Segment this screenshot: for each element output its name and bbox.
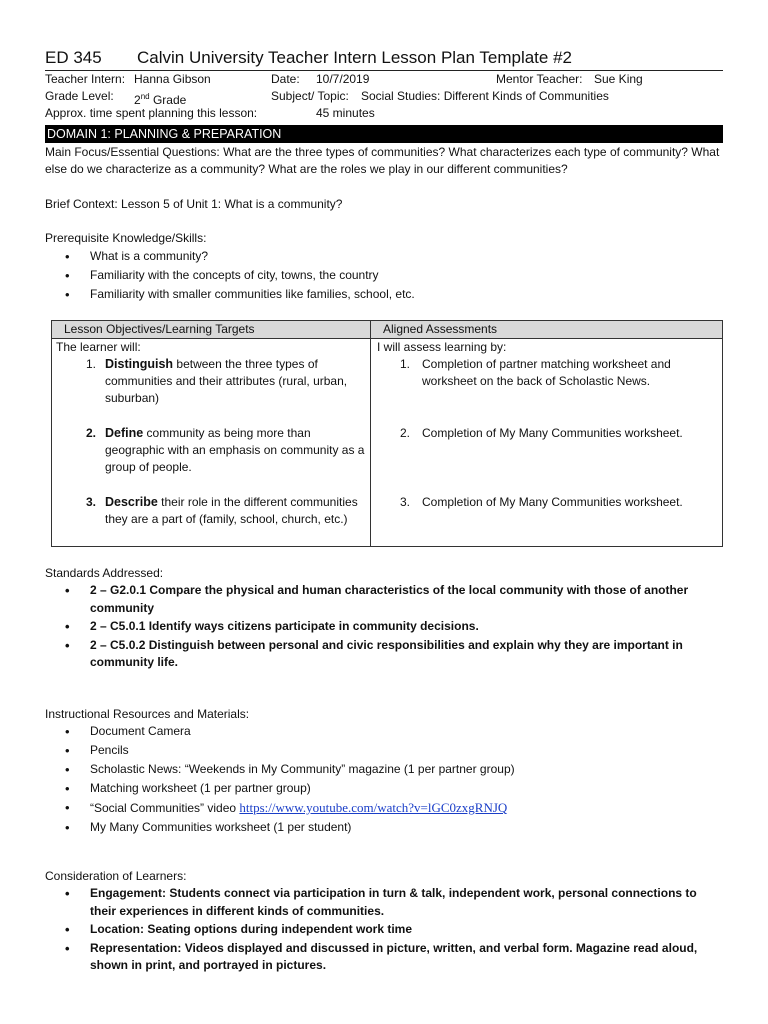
video-label: “Social Communities” video [90,801,240,815]
list-item: • Familiarity with smaller communities like families, school, etc. [45,285,723,304]
standards-heading: Standards Addressed: [45,566,164,580]
objectives-intro: The learner will: [56,340,141,354]
video-link[interactable]: https://www.youtube.com/watch?v=lGC0zxgRNJQ [239,800,508,815]
list-item: • Matching worksheet (1 per partner group) [45,779,723,798]
main-focus-label: Main Focus/Essential Questions [45,145,217,159]
assessment-text: Completion of partner matching worksheet and worksheet on the back of Scholastic News. [422,357,671,388]
course-code: ED 345 [45,48,102,67]
main-focus [45,144,723,178]
objective-verb: Distinguish [105,357,174,371]
list-item: • Document Camera [45,722,723,741]
prerequisite-heading [45,230,723,247]
grade-suffix: nd [140,92,150,101]
objective-number: 1. [86,357,97,371]
prerequisite-label: Prerequisite Knowledge/Skills [45,231,204,245]
domain-heading: DOMAIN 1: PLANNING & PREPARATION [45,125,723,143]
list-item: • What is a community? [45,247,723,266]
list-item [45,798,723,818]
list-item: • 2 – C5.0.2 Distinguish between personal and civic responsibilities and explain why they are important in community life. [45,637,695,672]
engagement-label: Engagement: [90,886,167,900]
list-item: • Scholastic News: “Weekends in My Community” magazine (1 per partner group) [45,760,723,779]
resources-heading: Instructional Resources and Materials: [45,707,250,721]
resources-list [45,722,723,837]
objective-text: between the three types of communities and their attributes (rural, urban, suburban) [105,357,348,405]
date-label: Date: [271,72,300,86]
learners-list [45,885,725,976]
list-item: • Pencils [45,741,723,760]
representation-text: Videos displayed and discussed in picture, written, and verbal form. Magazine read aloud, shown in print, and portrayed in pictures. [90,940,698,972]
title-divider [45,70,723,71]
brief-context-text: : Lesson 5 of Unit 1: What is a community? [114,197,343,211]
brief-context-label: Brief Context [45,197,115,211]
list-item [45,885,725,920]
prerequisite-colon: : [203,231,207,245]
objective-verb: Define [105,426,144,440]
objective-text: community as being more than geographic with an emphasis on community as a group of people. [105,426,365,474]
prerequisite-list [45,247,723,304]
planning-time-label: Approx. time spent planning this lesson: [45,106,258,120]
assessments-intro: I will assess learning by: [377,340,507,354]
location-label: Location: [90,922,144,936]
list-item: • Familiarity with the concepts of city, towns, the country [45,266,723,285]
mentor-name: Sue King [594,72,643,86]
list-item: • My Many Communities worksheet (1 per student) [45,818,723,837]
assessments-header: Aligned Assessments [371,321,723,339]
objectives-cell [52,339,371,547]
list-item: • 2 – G2.0.1 Compare the physical and human characteristics of the local community with those of another community [45,582,695,617]
grade-label: Grade Level: [45,89,114,103]
objective-number: 2. [86,426,97,440]
grade-word: Grade [152,93,187,107]
assessment-number: 2. [400,426,411,440]
document-title [45,48,572,68]
grade-number: 2 [134,93,141,107]
date-value: 10/7/2019 [316,72,370,86]
objective-verb: Describe [105,495,158,509]
subject-value: Social Studies: Different Kinds of Communities [361,89,609,103]
brief-context [45,196,723,213]
assessment-number: 3. [400,495,411,509]
objectives-table [51,320,723,547]
assessment-text: Completion of My Many Communities worksheet. [422,495,683,509]
teacher-name: Hanna Gibson [134,72,211,86]
objective-number: 3. [86,495,97,509]
teacher-label: Teacher Intern: [45,72,126,86]
list-item [45,921,725,939]
representation-label: Representation: [90,940,182,955]
title-text: Calvin University Teacher Intern Lesson Plan Template #2 [137,48,572,67]
engagement-text: Students connect via participation in turn & talk, independent work, personal connections to their experiences in different kinds of communities. [90,886,697,918]
assessment-text: Completion of My Many Communities worksheet. [422,426,683,440]
objectives-header: Lesson Objectives/Learning Targets [52,321,371,339]
list-item [45,940,725,975]
location-text: Seating options during independent work time [144,922,413,936]
standards-list [45,582,695,673]
list-item: • 2 – C5.0.1 Identify ways citizens participate in community decisions. [45,618,695,636]
mentor-label: Mentor Teacher: [496,72,583,86]
assessments-cell [371,339,723,547]
objective-text: their role in the different communities they are a part of (family, school, church, etc.) [105,495,358,526]
main-focus-text: : What are the three types of communities? What characterizes each type of community? What else do we characterize as a community? What are the roles we play in our different communities? [45,145,720,176]
subject-label: Subject/ Topic: [271,89,349,103]
learners-heading: Consideration of Learners: [45,869,187,883]
planning-time-value: 45 minutes [316,106,375,120]
assessment-number: 1. [400,357,411,371]
